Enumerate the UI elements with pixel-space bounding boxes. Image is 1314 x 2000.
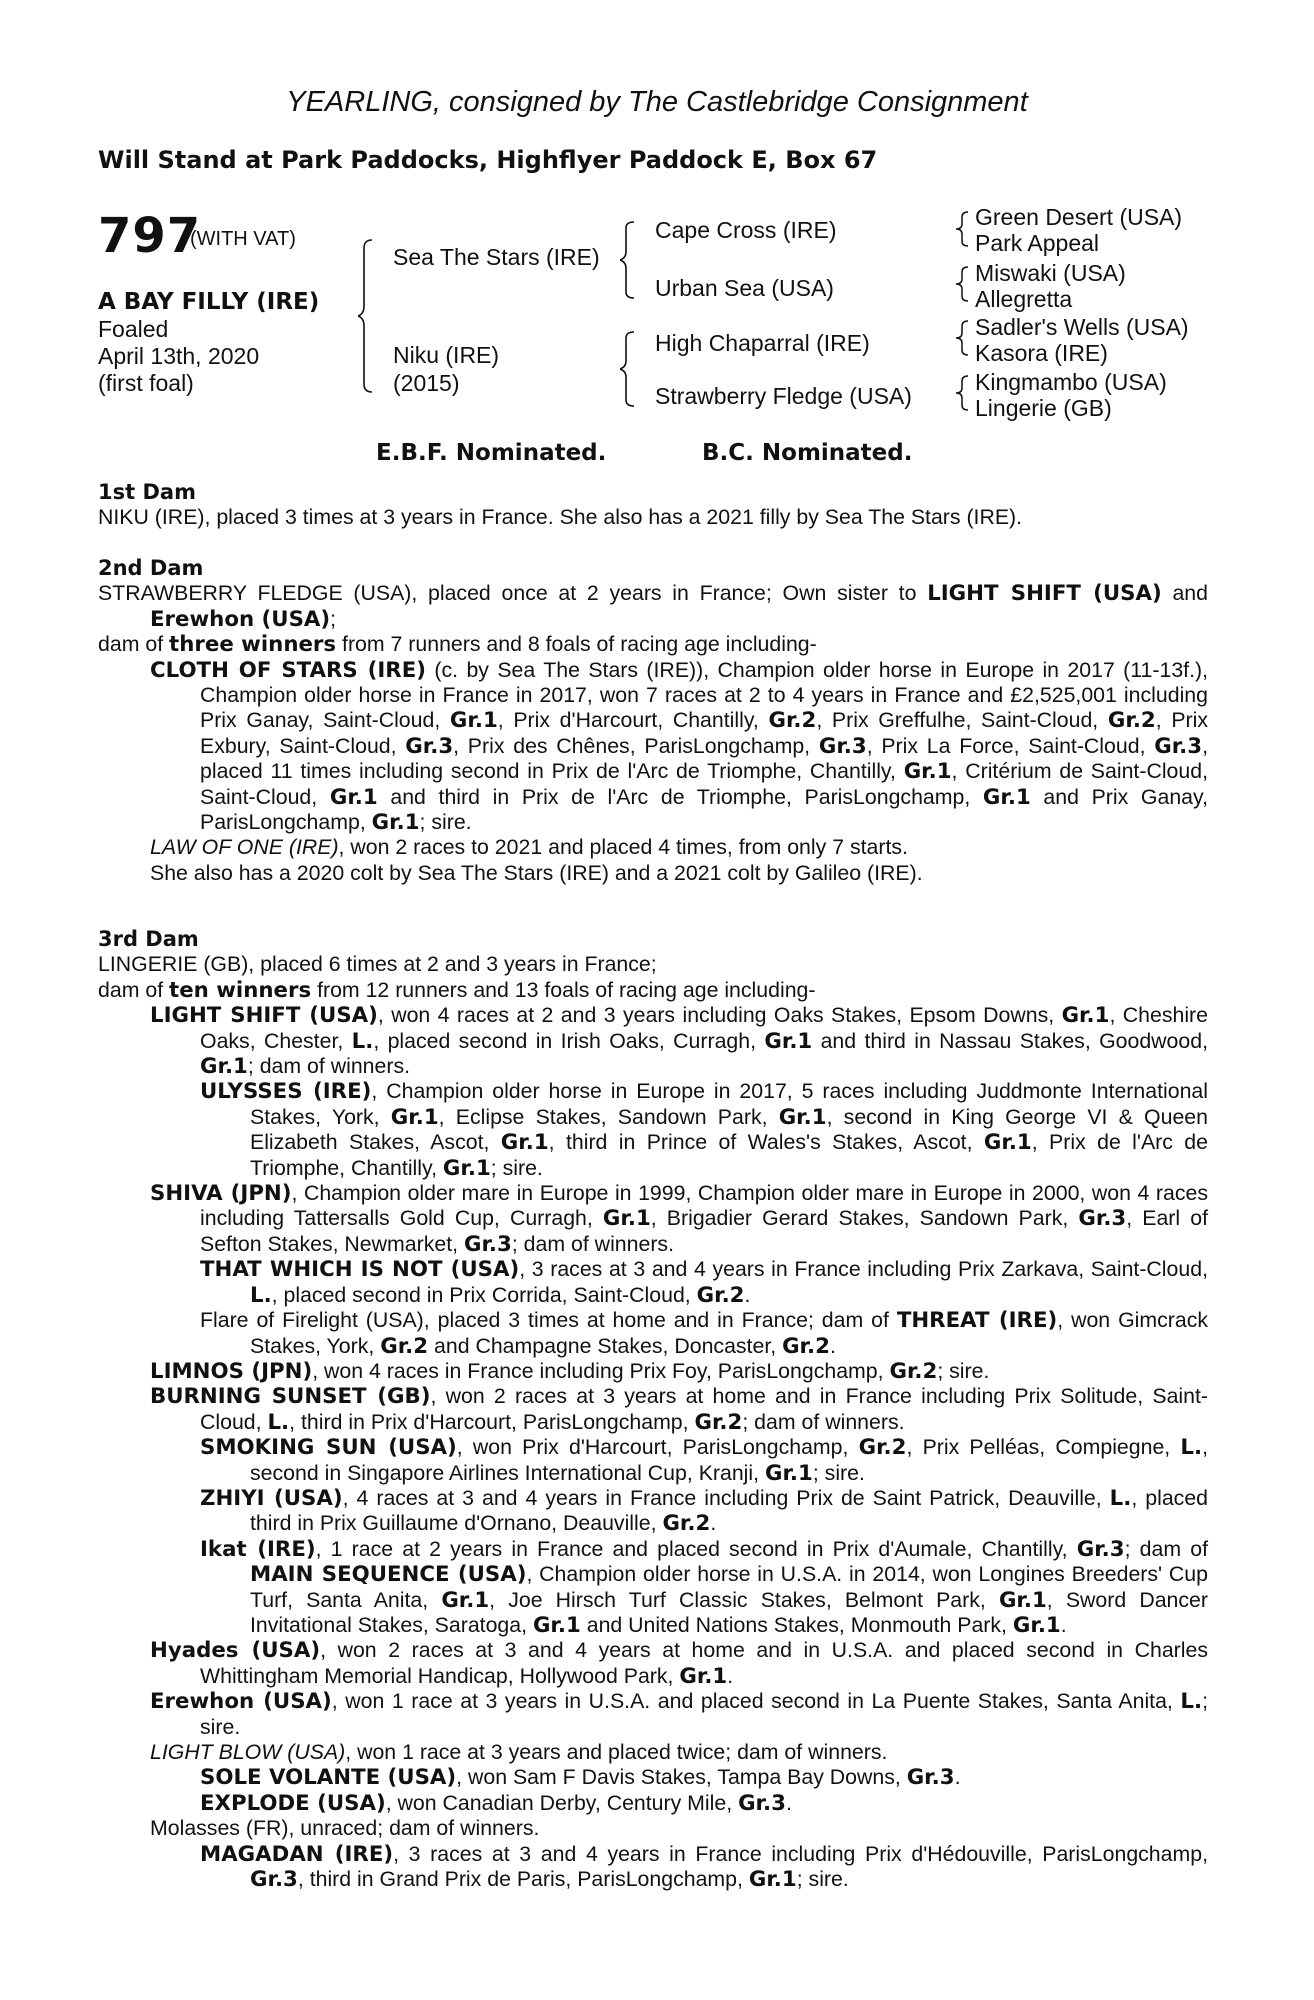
entry-erewhon: Erewhon (USA), won 1 race at 3 years in U.S.A. and placed second in La Puente Stakes, Santa Anita, L.; sire. (150, 1689, 1208, 1739)
pedigree-sss: Green Desert (USA) (975, 204, 1183, 230)
entry-ulysses: ULYSSES (IRE), Champion older horse in Europe in 2017, 5 races including Juddmonte International Stakes, York, Gr.1, Eclipse Stakes, Sandown Park, Gr.1, second in King George VI & Queen Elizabeth Stakes, Ascot, Gr.1, third in Prince of Wales's Stakes, Ascot, Gr.1, Prix de l'Arc de Triomphe, Chantilly, Gr.1; sire. (200, 1079, 1208, 1181)
entry-cloth-of-stars: CLOTH OF STARS (IRE) (c. by Sea The Stars (IRE)), Champion older horse in Europe in 2017 (11-13f.), Champion older horse in France in 2017, won 7 races at 2 to 4 years in France and £2,525,001 including Prix Ganay, Saint-Cloud, Gr.1, Prix d'Harcourt, Chantilly, Gr.2, Prix Greffulhe, Saint-Cloud, Gr.2, Prix Exbury, Saint-Cloud, Gr.3, Prix des Chênes, ParisLongchamp, Gr.3, Prix La Force, Saint-Cloud, Gr.3, placed 11 times including second in Prix de l'Arc de Triomphe, Chantilly, Gr.1, Critérium de Saint-Cloud, Saint-Cloud, Gr.1 and third in Prix de l'Arc de Triomphe, ParisLongchamp, Gr.1 and Prix Ganay, ParisLongchamp, Gr.1; sire. (150, 657, 1209, 836)
entry-smoking-sun: SMOKING SUN (USA), won Prix d'Harcourt, ParisLongchamp, Gr.2, Prix Pelléas, Compiegne, L., second in Singapore Airlines International Cup, Kranji, Gr.1; sire. (200, 1435, 1208, 1486)
pedigree-bracket-main (358, 236, 388, 396)
bc-nomination: B.C. Nominated. (702, 440, 913, 466)
pedigree-sds: Miswaki (USA) (975, 260, 1126, 286)
entry-hyades: Hyades (USA), won 2 races at 3 and 4 years at home and in U.S.A. and placed second in Charles Whittingham Memorial Handicap, Hollywood Park, Gr.1. (150, 1638, 1208, 1689)
second-dam-produce: dam of three winners from 7 runners and 8 foals of racing age including- (98, 632, 817, 658)
pedigree-dsd: Kasora (IRE) (975, 340, 1108, 366)
catalogue-header: YEARLING, consigned by The Castlebridge Consignment (286, 86, 1028, 118)
entry-that-which-is-not: THAT WHICH IS NOT (USA), 3 races at 3 and 4 years in France including Prix Zarkava, Saint-Cloud, L., placed second in Prix Corrida, Saint-Cloud, Gr.2. (200, 1257, 1208, 1308)
pedigree-bracket-ds (955, 318, 971, 358)
entry-light-shift: LIGHT SHIFT (USA), won 4 races at 2 and 3 years including Oaks Stakes, Epsom Downs, Gr.1, Cheshire Oaks, Chester, L., placed second in Irish Oaks, Curragh, Gr.1 and third in Nassau Stakes, Goodwood, Gr.1; dam of winners. (150, 1003, 1209, 1080)
first-dam-title: 1st Dam (98, 480, 196, 504)
dam-sire: High Chaparral (IRE) (655, 330, 870, 356)
dam-dam: Strawberry Fledge (USA) (655, 383, 912, 409)
ebf-nomination: E.B.F. Nominated. (376, 440, 607, 466)
first-dam-section (98, 480, 1208, 531)
third-dam-title: 3rd Dam (98, 927, 199, 951)
pedigree-dds: Kingmambo (USA) (975, 369, 1167, 395)
entry-molasses: Molasses (FR), unraced; dam of winners. (150, 1816, 540, 1841)
entry-sole-volante: SOLE VOLANTE (USA), won Sam F Davis Stakes, Tampa Bay Downs, Gr.3. (200, 1765, 961, 1791)
entry-zhiyi: ZHIYI (USA), 4 races at 3 and 4 years in France including Prix de Saint Patrick, Deauville, L., placed third in Prix Guillaume d'Ornano, Deauville, Gr.2. (200, 1485, 1209, 1537)
entry-flare-of-firelight: Flare of Firelight (USA), placed 3 times at home and in France; dam of THREAT (IRE), won Gimcrack Stakes, York, Gr.2 and Champagne Stakes, Doncaster, Gr.2. (200, 1308, 1208, 1359)
horse-name: A BAY FILLY (IRE) (98, 289, 320, 315)
foaled-label: Foaled (98, 316, 169, 342)
entry-shiva: SHIVA (JPN), Champion older mare in Europe in 1999, Champion older mare in Europe in 2000, won 4 races including Tattersalls Gold Cup, Curragh, Gr.1, Brigadier Gerard Stakes, Sandown Park, Gr.3, Earl of Sefton Stakes, Newmarket, Gr.3; dam of winners. (150, 1181, 1208, 1257)
pedigree-bracket-ss (955, 209, 971, 249)
pedigree-bracket-sd (955, 264, 971, 304)
pedigree-bracket-sire (620, 218, 642, 303)
sire-dam: Urban Sea (USA) (655, 275, 834, 301)
vat-note: (WITH VAT) (190, 228, 296, 250)
pedigree-bracket-dd (955, 373, 971, 413)
sire-sire: Cape Cross (IRE) (655, 217, 837, 243)
entry-burning-sunset: BURNING SUNSET (GB), won 2 races at 3 years at home and in France including Prix Solitude, Saint-Cloud, L., third in Prix d'Harcourt, ParisLongchamp, Gr.2; dam of winners. (150, 1384, 1209, 1435)
third-dam-produce: dam of ten winners from 12 runners and 13 foals of racing age including- (98, 977, 816, 1003)
entry-ikat: Ikat (IRE), 1 race at 2 years in France and placed second in Prix d'Aumale, Chantilly, Gr.3; dam of MAIN SEQUENCE (USA), Champion older horse in U.S.A. in 2014, won Longines Breeders' Cup Turf, Santa Anita, Gr.1, Joe Hirsch Turf Classic Stakes, Belmont Park, Gr.1, Sword Dancer Invitational Stakes, Saratoga, Gr.1 and United Nations Stakes, Monmouth Park, Gr.1. (200, 1536, 1208, 1638)
dam-name: Niku (IRE) (393, 342, 500, 368)
foal-note: (first foal) (98, 370, 194, 396)
dam-year: (2015) (393, 370, 460, 396)
entry-magadan: MAGADAN (IRE), 3 races at 3 and 4 years in France including Prix d'Hédouville, ParisLongchamp, Gr.3, third in Grand Prix de Paris, ParisLongchamp, Gr.1; sire. (200, 1841, 1208, 1893)
second-dam-title: 2nd Dam (98, 556, 204, 580)
entry-limnos: LIMNOS (JPN), won 4 races in France including Prix Foy, ParisLongchamp, Gr.2; sire. (150, 1358, 990, 1384)
first-dam-text: NIKU (IRE), placed 3 times at 3 years in France. She also has a 2021 filly by Sea The Stars (IRE). (98, 505, 1023, 530)
pedigree-sdd: Allegretta (975, 286, 1073, 312)
second-dam-also: She also has a 2020 colt by Sea The Stars (IRE) and a 2021 colt by Galileo (IRE). (150, 860, 923, 885)
second-dam-intro: STRAWBERRY FLEDGE (USA), placed once at 2 years in France; Own sister to LIGHT SHIFT (USA) and Erewhon (USA); (98, 581, 1208, 632)
pedigree-bracket-dam (620, 328, 642, 410)
pedigree-ssd: Park Appeal (975, 230, 1100, 256)
second-dam-section (98, 556, 1208, 886)
lot-number: 797 (98, 208, 202, 264)
pedigree-ddd: Lingerie (GB) (975, 395, 1112, 421)
entry-light-blow: LIGHT BLOW (USA), won 1 race at 3 years and placed twice; dam of winners. (150, 1740, 888, 1764)
foaled-date: April 13th, 2020 (98, 343, 260, 369)
entry-explode: EXPLODE (USA), won Canadian Derby, Century Mile, Gr.3. (200, 1790, 792, 1816)
third-dam-intro: LINGERIE (GB), placed 6 times at 2 and 3 years in France; (98, 952, 657, 977)
third-dam-section (98, 927, 1208, 1892)
entry-law-of-one: LAW OF ONE (IRE), won 2 races to 2021 and placed 4 times, from only 7 starts. (150, 835, 908, 860)
stand-location: Will Stand at Park Paddocks, Highflyer Paddock E, Box 67 (98, 146, 878, 174)
pedigree-dss: Sadler's Wells (USA) (975, 314, 1189, 340)
sire-name: Sea The Stars (IRE) (393, 244, 600, 270)
